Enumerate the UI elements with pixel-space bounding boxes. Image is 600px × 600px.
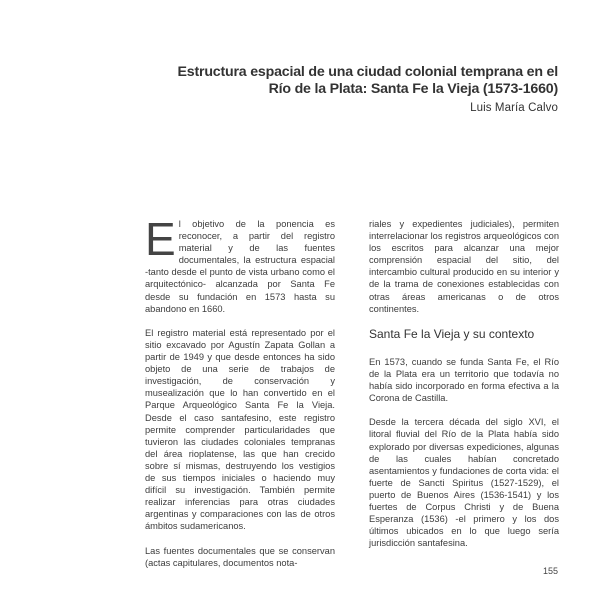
article-title (138, 64, 558, 98)
body-paragraph: Desde la tercera década del siglo XVI, el litoral fluvial del Río de la Plata había sido explorado por diversas expediciones, algunas de las cuales habían concretado asentamientos y fundaciones de corta vida: el fuerte de Sancti Spiritus (1527-1529), el puerto de Buenos Aires (1536-1541) y los fuertes de Corpus Christi y de Buena Esperanza (1536) -el primero y los dos últimos ubicados en lo que luego sería jurisdicción santafesina. (369, 417, 559, 549)
left-column (145, 213, 335, 581)
drop-cap: E (145, 213, 176, 265)
article-title-line-2: Río de la Plata: Santa Fe la Vieja (1573-1660) (268, 81, 558, 97)
body-paragraph: riales y expedientes judiciales), permiten interrelacionar los registros arqueológicos con los escritos para alcanzar una mejor comprensión espacial del sitio, del intercambio cultural producido en su interior y de la trama de conexiones establecidas con otras áreas americanas o de otros continentes. (369, 219, 559, 314)
body-paragraph: En 1573, cuando se funda Santa Fe, el Río de la Plata era un territorio que todavía no había sido incorporado en forma efectiva a la Corona de Castilla. (369, 356, 559, 404)
body-paragraph: El registro material está representado por el sitio excavado por Agustín Zapata Gollan a partir de 1949 y que desde entonces ha sido objeto de una serie de trabajos de investigación, de conservación y musealización que lo han convertido en el Parque Arqueológico Santa Fe la Vieja. Desde el caso santafesino, este registro permite comprender particularidades que tuvieron las ciudades coloniales tempranas del área rioplatense, las que han crecido sobre sí mismas, destruyendo los vestigios de sus tiempos iniciales o haciendo muy difícil su investigación. También permite realizar inferencias para otras ciudades argentinas y comparaciones con las de otros ámbitos sudamericanos. (145, 327, 335, 532)
section-heading: Santa Fe la Vieja y su contexto (369, 326, 535, 341)
article-title-line-1: Estructura espacial de una ciudad colonial temprana en el (177, 64, 558, 80)
page-number: 155 (542, 566, 558, 576)
body-paragraph: Las fuentes documentales que se conservan (actas capitulares, documentos nota- (145, 545, 335, 568)
intro-paragraph (145, 213, 335, 315)
intro-paragraph-text: l objetivo de la ponencia es reconocer, a partir del registro material y de las fuentes documentales, la estructura espacial -tanto desde el punto de vista urbano como el arquitectónico- alcanzada por Santa Fe desde su fundación en 1573 hasta su abandono en 1660. (145, 219, 335, 314)
author-name: Luis María Calvo (470, 102, 558, 114)
right-column (369, 218, 559, 561)
